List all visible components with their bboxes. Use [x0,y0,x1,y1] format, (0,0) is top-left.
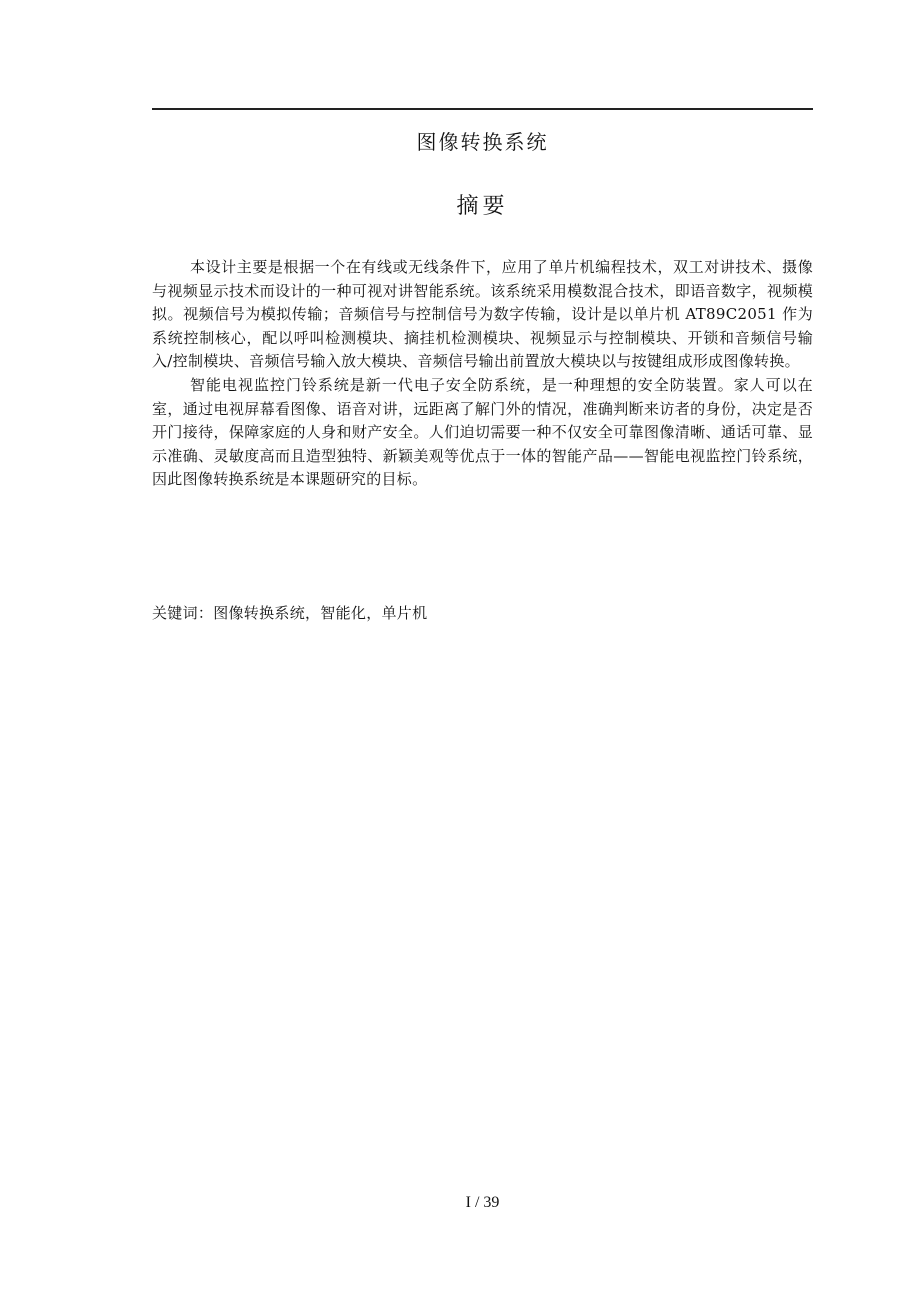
abstract-paragraph-2: 智能电视监控门铃系统是新一代电子安全防系统，是一种理想的安全防装置。家人可以在室，通过电视屏幕看图像、语音对讲，远距离了解门外的情况，准确判断来访者的身份，决定是否开门接待，保障家庭的人身和财产安全。人们迫切需要一种不仅安全可靠图像清晰、通话可靠、显示准确、灵敏度高而且造型独特、新颖美观等优点于一体的智能产品——智能电视监控门铃系统，因此图像转换系统是本课题研究的目标。 [152,375,813,489]
keywords-line: 关键词：图像转换系统，智能化，单片机 [152,604,428,622]
abstract-paragraph-1: 本设计主要是根据一个在有线或无线条件下，应用了单片机编程技术，双工对讲技术、摄像与视频显示技术而设计的一种可视对讲智能系统。该系统采用模数混合技术，即语音数字，视频模拟。视频信号为模拟传输；音频信号与控制信号为数字传输，设计是以单片机 AT89C2051 作为系统控制核心，配以呼叫检测模块、摘挂机检测模块、视频显示与控制模块、开锁和音频信号输入/控制模块、音频信号输入放大模块、音频信号输出前置放大模块以与按键组成形成图像转换。 [152,258,813,371]
document-title: 图像转换系统 [416,130,549,154]
page-number: I / 39 [465,1194,500,1211]
abstract-heading: 摘要 [456,194,509,219]
header-rule [152,108,813,110]
abstract-body [152,256,813,492]
